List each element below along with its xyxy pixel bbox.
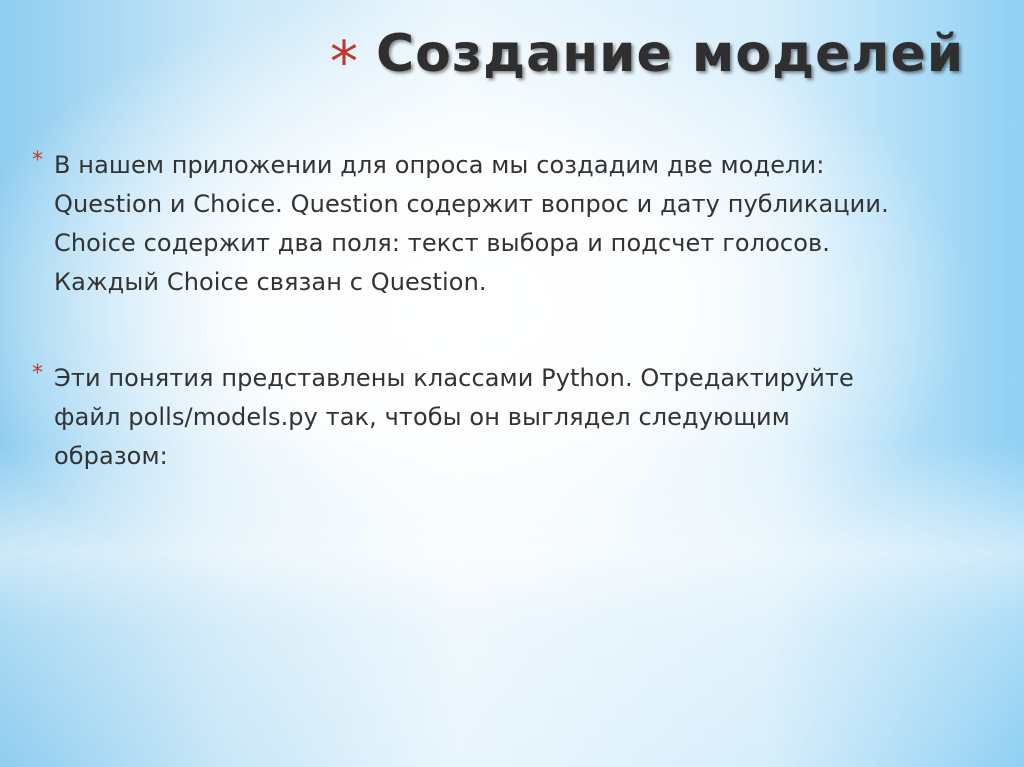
bullet-line: Эти понятия представлены классами Python. Отредактируйте	[54, 364, 854, 392]
bullet-line: файл polls/models.py так, чтобы он выглядел следующим	[54, 403, 790, 431]
bullet-text	[54, 359, 854, 476]
bullet-line: Choice содержит два поля: текст выбора и подсчет голосов.	[54, 229, 830, 257]
bullet-line: В нашем приложении для опроса мы создадим две модели:	[54, 151, 825, 179]
title-asterisk-icon: *	[330, 30, 358, 95]
bullet-asterisk-icon: *	[32, 361, 43, 386]
bullet-line: Question и Choice. Question содержит вопрос и дату публикации.	[54, 190, 889, 218]
title-text: Создание моделей	[376, 24, 965, 84]
bullet-line: Каждый Choice связан с Question.	[54, 268, 487, 296]
bullet-item	[32, 146, 992, 302]
slide-title	[330, 20, 965, 95]
bullet-item	[32, 359, 992, 476]
bullet-line: образом:	[54, 442, 168, 470]
bullet-asterisk-icon: *	[32, 148, 43, 173]
bullet-text	[54, 146, 889, 302]
